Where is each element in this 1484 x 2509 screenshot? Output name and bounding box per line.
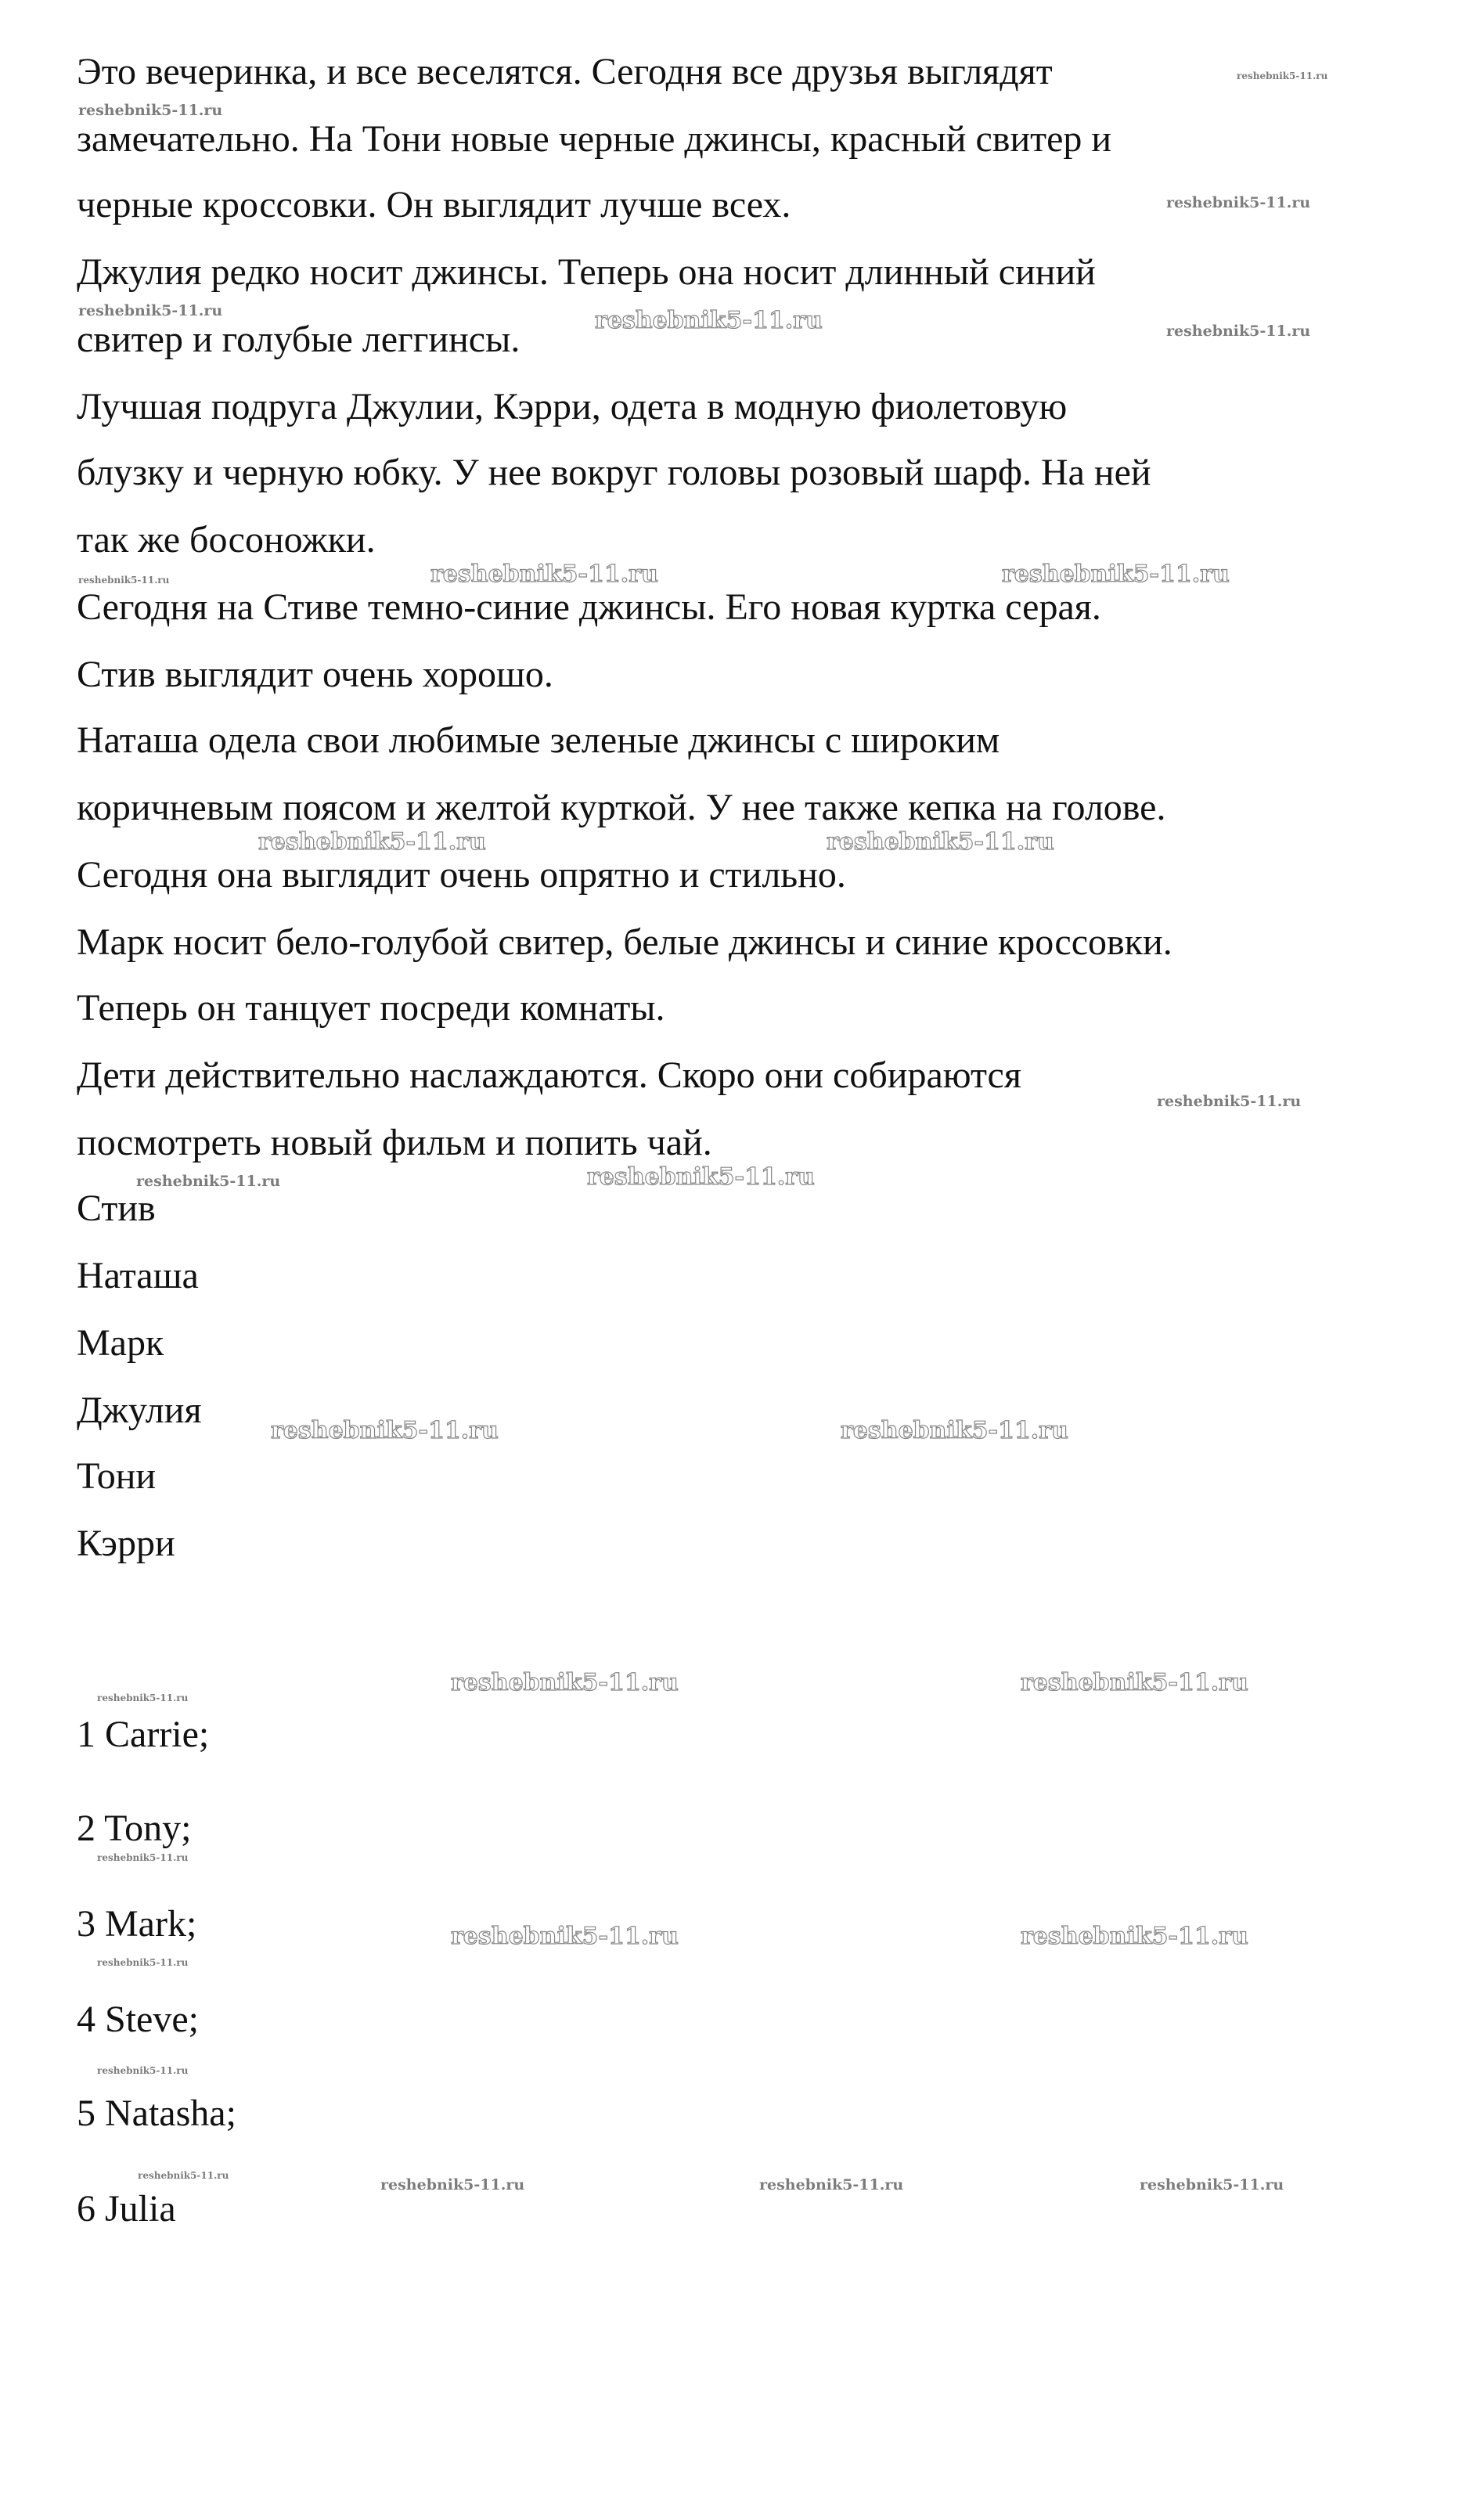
watermark: reshebnik5-11.ru (138, 2170, 229, 2181)
watermark: reshebnik5-11.ru (97, 2065, 189, 2076)
text-line: Стив выглядит очень хорошо. (77, 654, 553, 695)
answer-item: 2 Tony; (77, 1808, 192, 1849)
watermark: reshebnik5-11.ru (97, 1957, 189, 1968)
name-item: Марк (77, 1322, 164, 1364)
watermark: reshebnik5-11.ru (136, 1173, 281, 1190)
watermark: reshebnik5-11.ru (430, 561, 658, 588)
watermark: reshebnik5-11.ru (841, 1417, 1068, 1444)
text-line: так же босоножки. (77, 519, 376, 561)
watermark: reshebnik5-11.ru (78, 102, 223, 119)
text-line: Сегодня она выглядит очень опрятно и стильно. (77, 854, 846, 896)
watermark: reshebnik5-11.ru (1021, 1669, 1248, 1696)
text-line: Марк носит бело-голубой свитер, белые джинсы и синие кроссовки. (77, 921, 1172, 963)
text-line: Это вечеринка, и все веселятся. Сегодня все друзья выглядят (77, 51, 1053, 92)
name-item: Джулия (77, 1390, 202, 1431)
watermark: reshebnik5-11.ru (78, 575, 170, 586)
text-line: Теперь он танцует посреди комнаты. (77, 987, 665, 1029)
text-line: Наташа одела свои любимые зеленые джинсы с широким (77, 719, 1000, 761)
watermark: reshebnik5-11.ru (1157, 1093, 1302, 1110)
watermark: reshebnik5-11.ru (78, 302, 223, 319)
answer-item: 6 Julia (77, 2188, 176, 2230)
watermark: reshebnik5-11.ru (1002, 561, 1230, 588)
text-line: посмотреть новый фильм и попить чай. (77, 1122, 712, 1163)
watermark: reshebnik5-11.ru (1237, 70, 1328, 81)
watermark: reshebnik5-11.ru (451, 1923, 679, 1950)
text-line: Лучшая подруга Джулии, Кэрри, одета в модную фиолетовую (77, 386, 1068, 427)
watermark: reshebnik5-11.ru (595, 307, 823, 334)
watermark: reshebnik5-11.ru (271, 1417, 499, 1444)
text-line: черные кроссовки. Он выглядит лучше всех. (77, 184, 791, 225)
name-item: Стив (77, 1188, 156, 1229)
text-line: Джулия редко носит джинсы. Теперь она носит длинный синий (77, 251, 1096, 293)
answer-item: 1 Carrie; (77, 1714, 210, 1755)
watermark: reshebnik5-11.ru (587, 1163, 815, 1191)
watermark: reshebnik5-11.ru (1021, 1923, 1248, 1950)
watermark: reshebnik5-11.ru (759, 2176, 904, 2194)
text-line: замечательно. На Тони новые черные джинсы, красный свитер и (77, 118, 1112, 160)
answer-item: 4 Steve; (77, 1999, 199, 2040)
watermark: reshebnik5-11.ru (258, 828, 486, 856)
watermark: reshebnik5-11.ru (1140, 2176, 1284, 2194)
text-line: Сегодня на Стиве темно-синие джинсы. Его новая куртка серая. (77, 586, 1101, 628)
watermark: reshebnik5-11.ru (97, 1692, 189, 1703)
name-item: Кэрри (77, 1523, 175, 1564)
name-item: Наташа (77, 1255, 199, 1296)
name-item: Тони (77, 1455, 157, 1497)
watermark: reshebnik5-11.ru (1166, 323, 1311, 340)
answer-item: 5 Natasha; (77, 2093, 236, 2134)
watermark: reshebnik5-11.ru (451, 1669, 679, 1696)
text-line: Дети действительно наслаждаются. Скоро они собираются (77, 1054, 1021, 1096)
text-line: свитер и голубые леггинсы. (77, 319, 520, 360)
text-line: коричневым поясом и желтой курткой. У нее также кепка на голове. (77, 787, 1166, 828)
answer-item: 3 Mark; (77, 1903, 197, 1945)
watermark: reshebnik5-11.ru (827, 828, 1054, 856)
watermark: reshebnik5-11.ru (380, 2176, 525, 2194)
watermark: reshebnik5-11.ru (97, 1852, 189, 1863)
watermark: reshebnik5-11.ru (1166, 194, 1311, 211)
text-line: блузку и черную юбку. У нее вокруг головы розовый шарф. На ней (77, 452, 1151, 493)
